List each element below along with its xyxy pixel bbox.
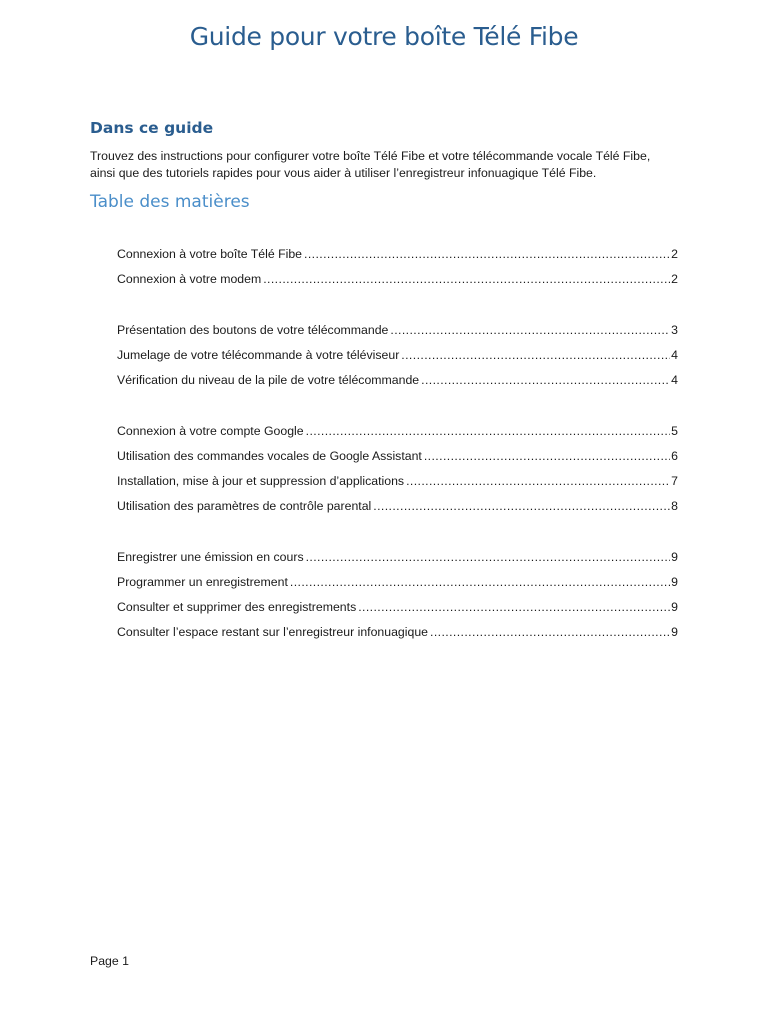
toc-entry-page: 4: [671, 348, 678, 362]
toc-entry[interactable]: [117, 625, 678, 650]
toc-entry[interactable]: [117, 550, 678, 575]
toc-entry-page: 2: [671, 247, 678, 261]
toc-entry-label: Vérification du niveau de la pile de votre télécommande: [117, 373, 420, 387]
toc-dot-leader: [358, 600, 670, 614]
toc-entry-page: 2: [671, 272, 678, 286]
intro-line: Trouvez des instructions pour configurer votre boîte Télé Fibe et votre télécommande vocale Télé Fibe,: [90, 149, 651, 163]
toc-entry-label: Connexion à votre modem: [117, 272, 262, 286]
table-of-contents: [117, 247, 678, 676]
toc-dot-leader: [306, 550, 671, 564]
toc-entry[interactable]: [117, 323, 678, 348]
toc-entry-page: 8: [671, 499, 678, 513]
toc-entry-label: Utilisation des paramètres de contrôle parental: [117, 499, 372, 513]
toc-entry[interactable]: [117, 247, 678, 272]
toc-entry-page: 9: [671, 600, 678, 614]
document-title: Guide pour votre boîte Télé Fibe: [189, 22, 579, 51]
toc-group: [117, 323, 678, 398]
toc-entry-page: 6: [671, 449, 678, 463]
page-number-footer: Page 1: [90, 954, 129, 968]
toc-dot-leader: [263, 272, 670, 286]
toc-group: [117, 247, 678, 297]
toc-entry[interactable]: [117, 474, 678, 499]
guide-section-heading: Dans ce guide: [90, 119, 214, 137]
toc-entry-page: 9: [671, 625, 678, 639]
toc-entry-label: Consulter et supprimer des enregistrements: [117, 600, 357, 614]
toc-dot-leader: [304, 247, 670, 261]
toc-entry-label: Présentation des boutons de votre télécommande: [117, 323, 389, 337]
toc-entry-label: Connexion à votre boîte Télé Fibe: [117, 247, 303, 261]
toc-entry-label: Connexion à votre compte Google: [117, 424, 304, 438]
toc-group: [117, 424, 678, 524]
toc-entry-page: 3: [671, 323, 678, 337]
toc-dot-leader: [406, 474, 670, 488]
toc-dot-leader: [401, 348, 670, 362]
toc-entry[interactable]: [117, 600, 678, 625]
toc-dot-leader: [390, 323, 670, 337]
toc-dot-leader: [424, 449, 670, 463]
toc-entry-page: 4: [671, 373, 678, 387]
toc-entry-label: Enregistrer une émission en cours: [117, 550, 304, 564]
toc-dot-leader: [421, 373, 670, 387]
toc-entry-page: 7: [671, 474, 678, 488]
toc-dot-leader: [306, 424, 671, 438]
intro-line: ainsi que des tutoriels rapides pour vous aider à utiliser l’enregistreur infonuagique Télé Fibe.: [90, 166, 597, 180]
toc-entry-page: 9: [671, 550, 678, 564]
toc-entry-label: Consulter l’espace restant sur l’enregistreur infonuagique: [117, 625, 429, 639]
toc-entry[interactable]: [117, 575, 678, 600]
toc-dot-leader: [290, 575, 670, 589]
toc-entry[interactable]: [117, 449, 678, 474]
toc-entry[interactable]: [117, 499, 678, 524]
toc-entry-page: 5: [671, 424, 678, 438]
toc-entry[interactable]: [117, 272, 678, 297]
toc-entry-label: Programmer un enregistrement: [117, 575, 288, 589]
toc-entry-label: Utilisation des commandes vocales de Google Assistant: [117, 449, 422, 463]
toc-dot-leader: [430, 625, 670, 639]
toc-entry[interactable]: [117, 348, 678, 373]
toc-group: [117, 550, 678, 650]
toc-dot-leader: [373, 499, 670, 513]
toc-entry[interactable]: [117, 373, 678, 398]
guide-intro-paragraph: [90, 148, 680, 182]
toc-entry-page: 9: [671, 575, 678, 589]
toc-entry-label: Jumelage de votre télécommande à votre téléviseur: [117, 348, 400, 362]
toc-heading: Table des matières: [90, 192, 250, 212]
toc-entry[interactable]: [117, 424, 678, 449]
toc-entry-label: Installation, mise à jour et suppression d’applications: [117, 474, 405, 488]
